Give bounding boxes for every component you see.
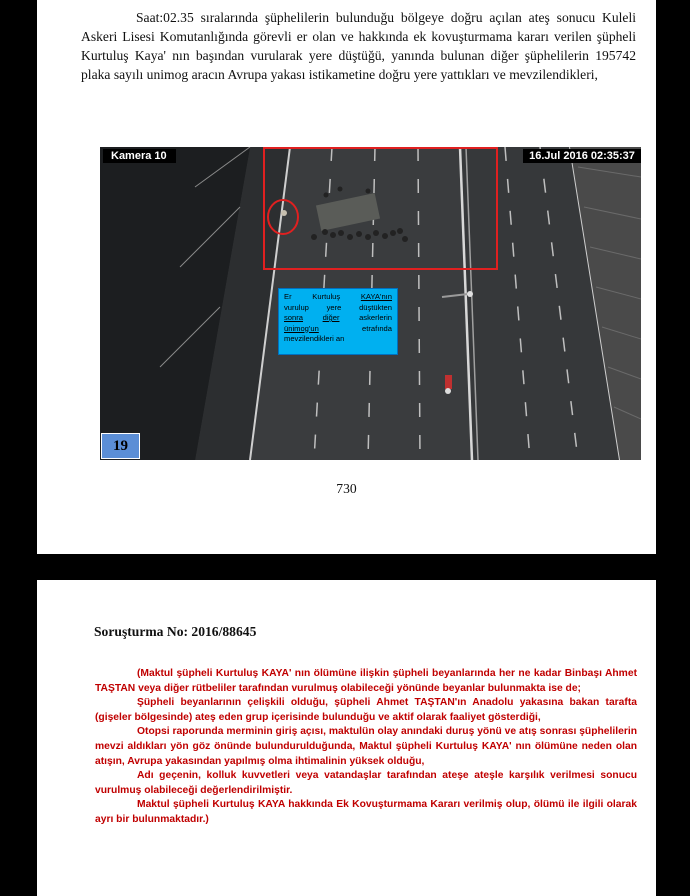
body-paragraph: Saat:02.35 sıralarında şüphelilerin bulunduğu bölgeye doğru açılan ateş sonucu Kuleli Askeri Lisesi Komutanlığında görevli er olan ve hakkında ek kovuşturmama kararı verilen şüpheli Kurtuluş Kaya' nın başından vurularak yere düştüğü, yanında bulunan diğer şüphelilerin 195742 plaka sayılı unimog aracın Avrupa yakası istikametine doğru yere yattıkları ve mevzilendikleri, xyxy=(81,10,636,82)
red-paragraph: Şüpheli beyanlarının çelişkili olduğu, şüpheli Ahmet TAŞTAN'ın Anadolu yakasına bakan tarafta (gişeler bölgesinde) ateş eden grup içerisinde bulunduğu ve aktif olarak faaliyet gösterdiği, xyxy=(95,697,637,723)
callout-word: sonra xyxy=(284,313,303,322)
red-paragraph: Maktul şüpheli Kurtuluş KAYA hakkında Ek Kovuşturmama Kararı verilmiş olup, ölümü ile ilgili olarak ayrı bir bulunmaktadır.) xyxy=(95,799,637,825)
timestamp-label: 16.Jul 2016 02:35:37 xyxy=(523,149,641,163)
callout-word: ünimog'un xyxy=(284,323,319,333)
callout-word: diğer xyxy=(322,313,340,322)
cctv-photo xyxy=(100,147,641,460)
document-page-1 xyxy=(37,0,656,554)
callout-word: askerlerin xyxy=(359,313,392,322)
callout-word: Kurtuluş xyxy=(312,292,341,301)
callout-box xyxy=(278,288,398,355)
callout-word: düştükten xyxy=(359,302,392,312)
document-page-2 xyxy=(37,580,656,896)
red-paragraph: Otopsi raporunda merminin giriş açısı, maktulün olay anındaki duruş yönü ve atış sonrası şüphelilerin mevzi aldıkları yön göz önünde bulundurulduğunda, Maktul şüpheli Kurtuluş KAYA' nın ölümüne neden olan atışın, Avrupa yakasından yapılmış olma ihtimalinin yüksek olduğu, xyxy=(95,726,637,767)
page-number: 730 xyxy=(336,481,357,496)
red-paragraph: (Maktul şüpheli Kurtuluş KAYA' nın ölümüne ilişkin şüpheli beyanlarında her ne kadar Binbaşı Ahmet TAŞTAN veya diğer rütbeliler tarafından vurulmuş olabileceği yönünde beyanlar bulunmakta ise de; xyxy=(95,668,637,694)
callout-word: KAYA'nın xyxy=(360,292,392,301)
case-number-heading: Soruşturma No: 2016/88645 xyxy=(94,624,257,639)
callout-word: mevzilendikleri an xyxy=(284,334,345,343)
callout-word: yere xyxy=(326,302,342,312)
callout-word: vurulup xyxy=(284,302,309,312)
camera-label: Kamera 10 xyxy=(103,149,176,163)
callout-word: etrafında xyxy=(362,323,392,333)
figure-number-badge: 19 xyxy=(101,433,140,459)
red-text-block xyxy=(95,667,637,828)
callout-word: Er xyxy=(284,292,292,301)
red-paragraph: Adı geçenin, kolluk kuvvetleri veya vatandaşlar tarafından ateşe ateşle karşılık verilmesi sonucu vurulmuş olabileceği değerlendirilmiştir. xyxy=(95,770,637,796)
